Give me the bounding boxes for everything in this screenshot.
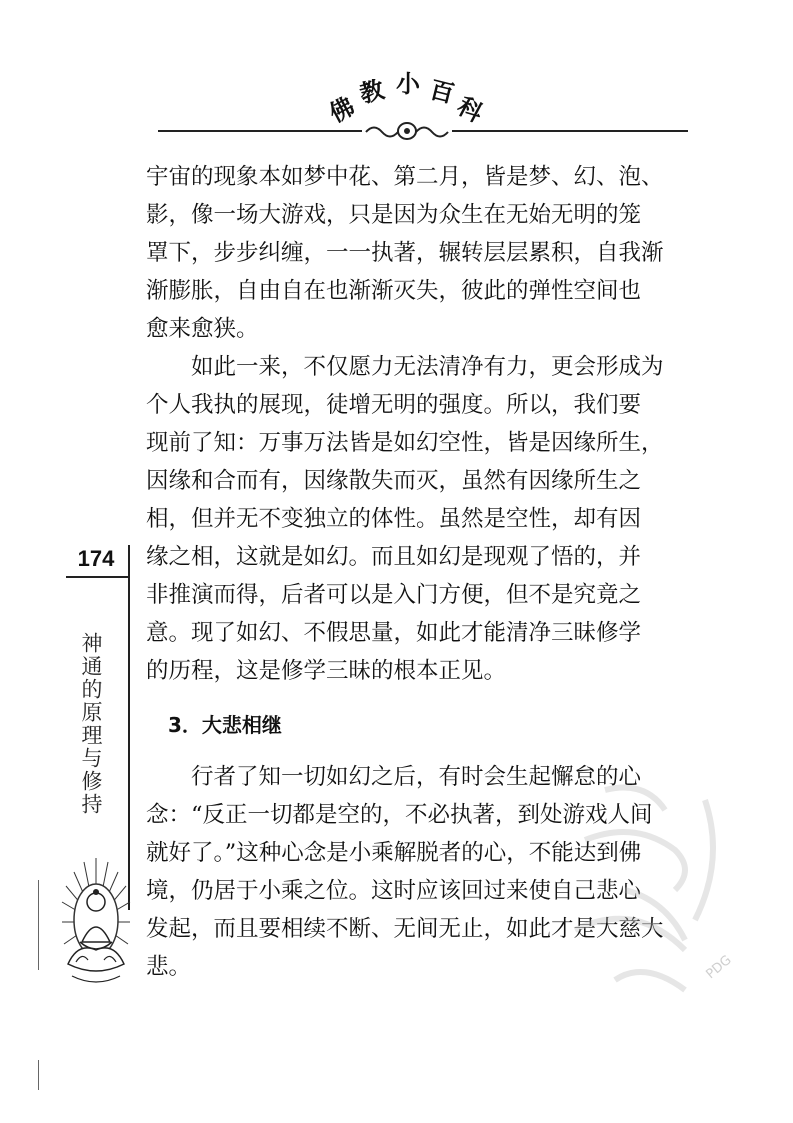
text-line: 如此一来，不仅愿力无法清净有力，更会形成为	[191, 354, 664, 380]
text-line: 境，仍居于小乘之位。这时应该回过来使自己悲心	[146, 878, 642, 904]
cloud-ornament-icon	[362, 118, 452, 144]
text-line: 就好了。”这种心念是小乘解脱者的心，不能达到佛	[146, 840, 642, 866]
text-line: 相，但并无不变独立的体性。虽然是空性，却有因	[146, 506, 642, 532]
paragraph	[146, 348, 694, 690]
text-line: 现前了知：万事万法皆是如幻空性，皆是因缘所生，	[146, 430, 664, 456]
text-line: 宇宙的现象本如梦中花、第二月，皆是梦、幻、泡、	[146, 164, 664, 190]
series-title-char: 科	[452, 92, 488, 128]
text-line: 渐膨胀，自由自在也渐渐灭失，彼此的弹性空间也	[146, 278, 642, 304]
text-line: 影，像一场大游戏，只是因为众生在无始无明的笼	[146, 202, 642, 228]
text-line: 个人我执的展现，徒增无明的强度。所以，我们要	[146, 392, 642, 418]
watermark-text: PDG	[703, 952, 735, 983]
series-title-char: 佛	[324, 92, 360, 128]
text-line: 意。现了如幻、不假思量，如此才能清净三昧修学	[146, 620, 642, 646]
paragraph	[146, 158, 694, 348]
series-title-char: 教	[356, 75, 388, 109]
watermark-seal	[545, 760, 745, 1030]
scan-mark	[38, 1060, 39, 1090]
series-title-char: 百	[426, 75, 458, 109]
scan-mark	[38, 880, 39, 970]
text-line: 发起，而且要相续不断、无间无止，如此才是大慈大	[146, 916, 664, 942]
text-line: 罩下，步步纠缠，一一执著，辗转层层累积，自我渐	[146, 240, 664, 266]
text-line: 悲。	[146, 954, 192, 980]
text-line: 愈来愈狭。	[146, 316, 259, 342]
text-line: 因缘和合而有，因缘散失而灭，虽然有因缘所生之	[146, 468, 642, 494]
text-line: 的历程，这是修学三昧的根本正见。	[146, 658, 507, 684]
section-heading: 3．大悲相继	[168, 713, 282, 737]
text-line: 念：“反正一切都是空的，不必执著，到处游戏人间	[146, 802, 653, 828]
text-line: 缘之相，这就是如幻。而且如幻是现观了悟的，并	[146, 544, 642, 570]
text-line: 行者了知一切如幻之后，有时会生起懈怠的心	[191, 764, 642, 790]
text-line: 非推演而得，后者可以是入门方便，但不是究竟之	[146, 582, 642, 608]
buddha-figure-icon	[58, 852, 134, 1022]
series-title	[0, 0, 793, 135]
series-title-char: 小	[396, 70, 420, 98]
margin-horizontal-rule	[66, 576, 128, 578]
page-number: 174	[77, 546, 115, 571]
running-title: 神通的原理与修持	[79, 632, 103, 816]
